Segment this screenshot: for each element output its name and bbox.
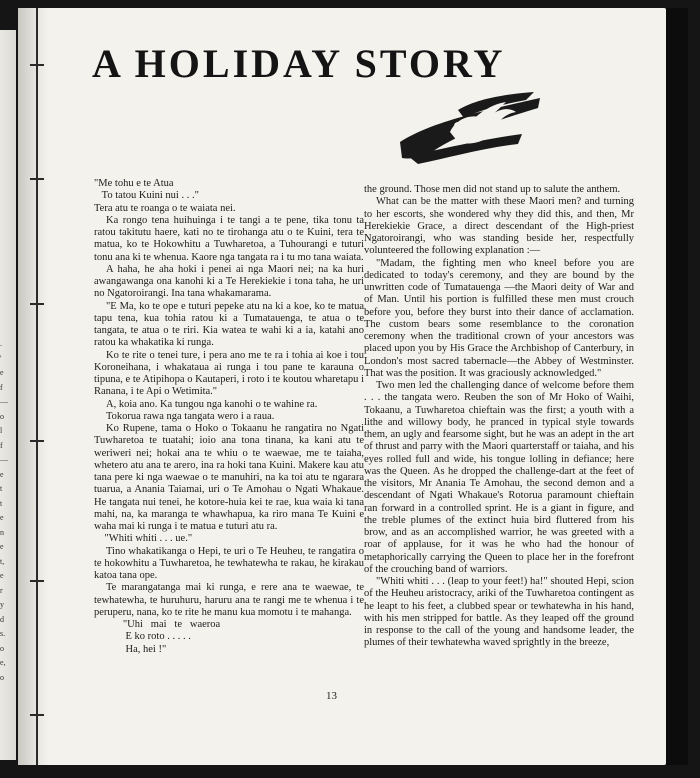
facing-page-fragment: d <box>0 614 4 624</box>
facing-page-fragment: f <box>0 382 3 392</box>
stitch-mark <box>30 440 44 442</box>
english-text-column <box>364 184 634 650</box>
paragraph: the ground. Those men did not stand up to salute the anthem. <box>364 184 621 195</box>
facing-page-fragment: e <box>0 513 4 522</box>
paragraph: "Whiti whiti . . . (leap to your feet!) ha!" shouted Hepi, scion of the Heuheu aristocracy, ariki of the Tuwharetoa contingent as he leapt to his feet, a clubbed spear or tewhatewha in his hand, with his men stripped for battle. As they leaped off the ground in response to the call of the young and handsome leader, the plumes of their tewhatewha waved sprightly in the breeze, <box>364 576 634 649</box>
paragraph: Ko Rupene, tama o Hoko o Tokaanu he rangatira no Ngati Tuwharetoa te tuatahi; ioio ana tona tinana, ka kani atu te weriweri nei; hokai ana te whiu o te waewae, me te taiaha, whetero atu ana te arero, ina ra hoki tana Kuini. Makere kau atu tana pere ki nga waewae o te manuhiri, na ka toi atu te ngarara tuarua, a Anania Taiamai, uri o Te Amohau o Ngati Whakaue. He tangata nui tenei, he kotore-huia kei te rae, kua waia ki tana mahi, na, ka maranga te whawhapua, ka riro mana Te Kuini e waha mai ki runga i te matua e tuturi atu ra. <box>94 423 364 532</box>
binding-stitch <box>36 8 38 765</box>
facing-page-fragment: e <box>0 571 4 580</box>
bird-illustration <box>398 90 542 166</box>
paragraph: "E Ma, ko te ope e tuturi pepeke atu na ki a koe, ko te matua tapu tena, kua tohia ratou ki a Tumatauenga, te atua o te tangata, te atua o te riri. Kia watea te wahi ki a ia, katahi ano ratou ka whakatika ki runga. <box>94 300 364 349</box>
verse-lines: "Me tohu e te Atua To tatou Kuini nui . . ." <box>94 178 199 202</box>
page-shadow-edge <box>666 8 688 765</box>
paragraph: A haha, he aha hoki i penei ai nga Maori nei; na ka huri awangawanga ona kanohi ki a Te Herekiekie i tona taha, he uri no Ngatoroirangi. Ina tana whakamarama. <box>94 263 364 300</box>
paragraph: Ko te rite o tenei ture, i pera ano me te ra i tohia ai koe i tou Koroneihana, i whakataua ai runga i tou pane te karauna o tipuna, e te Atipihopa o Kautaperi, i roto i te koutou wharetapu i Ranana, i te Api o Wetimita." <box>94 349 364 398</box>
facing-page-fragment: — <box>0 455 8 464</box>
paragraph: Ka rongo tena huihuinga i te tangi a te pene, tika tonu ta ratou takitutu haere, kati no te tirohanga atu o te Kuini, tera te matua, ko te Hokowhitu a Tuwharetoa, a Tuhourangi e tuturi tonu ana ki te whenua. Kaore nga tangata ra i tu mo tana waiata. <box>94 214 364 263</box>
maori-text-column <box>94 178 364 656</box>
facing-page-fragment: — <box>0 397 8 406</box>
paragraph: What can be the matter with these Maori men? and turning to her escorts, she wondered why they did this, and then, Mr Herekiekie Grace, a direct descendant of the High-priest Ngatoroirangi, who was standing beside her, respectfully volunteered the following explanation :— <box>364 196 634 257</box>
facing-page-fragment: ' <box>0 353 2 363</box>
facing-page-fragment: t <box>0 498 3 508</box>
facing-page-fragment: . <box>0 339 2 348</box>
stitch-mark <box>30 178 44 180</box>
stitch-mark <box>30 714 44 716</box>
facing-page-fragment: t <box>0 484 3 493</box>
stitch-mark <box>30 64 44 66</box>
facing-page-fragment: t, <box>0 556 5 566</box>
facing-page-edge <box>0 30 16 760</box>
facing-page-fragment: o <box>0 411 4 421</box>
paragraph: Tera atu te roanga o te waiata nei. <box>94 202 236 214</box>
facing-page-fragment: e <box>0 542 4 551</box>
stitch-mark <box>30 303 44 305</box>
facing-page-fragment: e <box>0 469 4 479</box>
facing-page-fragment: n <box>0 527 4 537</box>
facing-page-fragment: l <box>0 426 3 435</box>
page-number: 13 <box>326 690 337 702</box>
verse-lines: "Uhi mai te waeroa E ko roto . . . . . Ha, hei !" <box>122 619 221 655</box>
bird-head <box>454 122 462 130</box>
facing-page-fragment: s. <box>0 629 6 638</box>
article-title: A HOLIDAY STORY <box>92 41 506 86</box>
facing-page-fragment: r <box>0 585 3 595</box>
paragraph: A, koia ano. Ka tungou nga kanohi o te wahine ra. <box>106 398 318 410</box>
page-gutter <box>18 8 48 765</box>
paragraph: Tino whakatikanga o Hepi, te uri o Te Heuheu, te rangatira o te hokowhitu a Tuwharetoa, he tewhatewha te rakau, he kirakau katoa tana ope. <box>94 545 364 581</box>
facing-page-fragment: y <box>0 600 4 609</box>
paragraph: Te marangatanga mai ki runga, e rere ana te waewae, te tewhatewha, te huruhuru, haruru ana te rangi me te whenua i te peruperu, nana, ko te rite he manu kua momotu i te mahanga. <box>94 582 364 618</box>
facing-page-fragment: o <box>0 672 4 682</box>
paragraph: "Madam, the fighting men who kneel before you are dedicated to today's ceremony, and they are bound by the unwritten code of Tumatauenga —the Maori deity of War and of Man. Until his portion is fulfilled these men must crouch before you, before they burst into their dance of acclamation. The custom bears some resemblance to the coronation ceremony when the traditional crown of your ancestors was placed upon you by His Grace the Archbishop of Canterbury, in London's most sacred tabernacle—the Abbey of Westminster. That was the position. It was graciously acknowledged." <box>364 257 634 379</box>
facing-page-fragment: e, <box>0 658 6 667</box>
facing-page-fragment: e <box>0 368 4 377</box>
facing-page-fragment: o <box>0 643 4 653</box>
verse-lines: "Whiti whiti . . . ue." <box>94 533 193 545</box>
paragraph: Tokorua rawa nga tangata wero i a raua. <box>106 410 275 422</box>
stitch-mark <box>30 580 44 582</box>
facing-page-fragment: f <box>0 440 3 450</box>
paragraph: Two men led the challenging dance of welcome before them . . . the tangata wero. Reuben the son of Mr Hoko of Waihi, Tokaanu, a Tuwharetoa chieftain was the first; a youth with a lithe and willowy body, he pranced in typical style towards them, an ugly and fearsome sight, but he was an adept in the art of thrust and parry with the Maori quarterstaff or taiaha, and his eyes rolled full and wide, his tongue lolling in defiance; here was the Queen. As he dropped the challenge-dart at the feet of the visitors, Mr Anania Te Amohau, the second demon and a descendant of Ngati Whakaue's Rotorua paramount chieftain ran forward in a controlled sprint. He is a giant in figure, and the treble plumes of the extinct huia bird fluttered from his brow, and as an accomplished warrior, he was greeted with a roar of applause, for it was he who had the honour of metaphorically carrying the Queen to place her in the forefront of the crouching band of warriors. <box>364 380 634 575</box>
